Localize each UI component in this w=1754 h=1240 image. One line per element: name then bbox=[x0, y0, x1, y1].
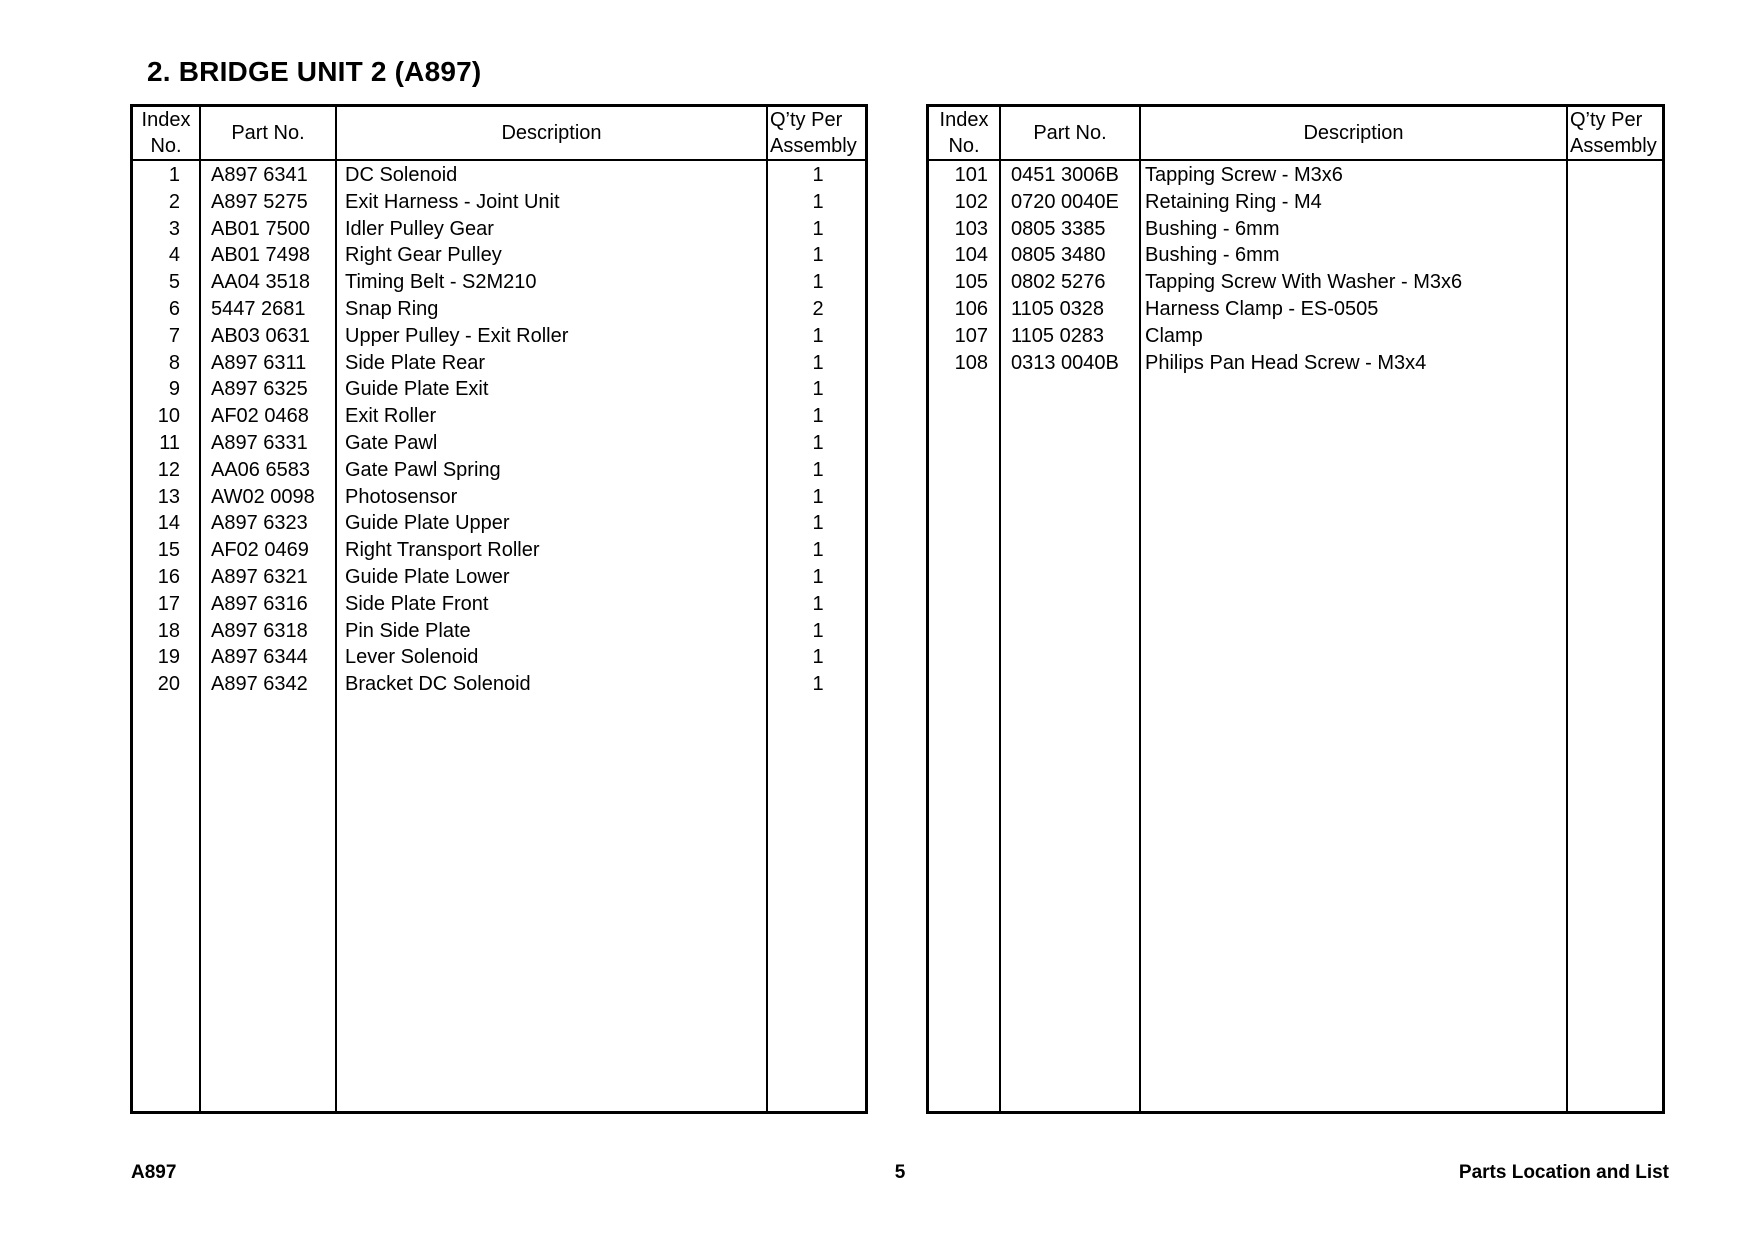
description-cell: Harness Clamp - ES-0505 bbox=[1145, 297, 1379, 320]
description-cell: Right Transport Roller bbox=[345, 539, 540, 562]
table-row bbox=[133, 457, 865, 484]
description-cell: Guide Plate Exit bbox=[345, 378, 489, 401]
index-cell: 15 bbox=[157, 539, 180, 562]
quantity-cell: 1 bbox=[812, 619, 824, 642]
description-cell: Gate Pawl bbox=[345, 431, 438, 454]
part-number-cell: AF02 0468 bbox=[211, 405, 309, 428]
table-row bbox=[929, 162, 1662, 189]
description-cell: Right Gear Pulley bbox=[345, 244, 502, 267]
description-cell: Exit Harness - Joint Unit bbox=[345, 190, 560, 213]
footer-section: Parts Location and List bbox=[1458, 1162, 1669, 1183]
part-number-cell: 0451 3006B bbox=[1011, 164, 1119, 186]
part-number-cell: 0720 0040E bbox=[1011, 190, 1119, 213]
quantity-cell: 2 bbox=[812, 297, 824, 320]
table-row bbox=[133, 644, 865, 671]
index-cell: 14 bbox=[157, 512, 180, 535]
table-row bbox=[929, 296, 1662, 323]
description-cell: Photosensor bbox=[345, 485, 458, 508]
table-row bbox=[133, 564, 865, 591]
part-number-cell: A897 6316 bbox=[211, 592, 308, 615]
part-number-cell: A897 6342 bbox=[211, 673, 308, 696]
index-cell: 20 bbox=[157, 673, 180, 696]
description-cell: Snap Ring bbox=[345, 297, 439, 320]
table-row bbox=[133, 242, 865, 269]
header-qty bbox=[770, 107, 870, 159]
header-description: Description bbox=[501, 122, 602, 144]
description-cell: Philips Pan Head Screw - M3x4 bbox=[1145, 351, 1427, 374]
index-cell: 13 bbox=[157, 485, 180, 508]
index-cell: 1 bbox=[168, 164, 180, 186]
description-cell: Tapping Screw - M3x6 bbox=[1145, 164, 1343, 186]
header-index-line2: No. bbox=[150, 135, 182, 157]
index-cell: 8 bbox=[168, 351, 180, 374]
table-row bbox=[133, 269, 865, 296]
index-cell: 103 bbox=[954, 217, 988, 240]
header-qty-line1: Q’ty Per bbox=[1570, 109, 1643, 131]
index-cell: 10 bbox=[157, 405, 180, 428]
table-row bbox=[929, 242, 1662, 269]
part-number-cell: 1105 0283 bbox=[1011, 324, 1105, 347]
footer-model: A897 bbox=[131, 1162, 177, 1183]
table-row bbox=[929, 350, 1662, 377]
parts-rows-right bbox=[929, 162, 1662, 376]
header-index bbox=[929, 107, 999, 159]
description-cell: Tapping Screw With Washer - M3x6 bbox=[1145, 271, 1463, 294]
table-row bbox=[133, 189, 865, 216]
header-part-no: Part No. bbox=[1033, 122, 1107, 144]
index-cell: 6 bbox=[168, 297, 180, 320]
description-cell: Pin Side Plate bbox=[345, 619, 471, 642]
index-cell: 4 bbox=[168, 244, 180, 267]
part-number-cell: AB01 7500 bbox=[211, 217, 310, 240]
part-number-cell: AF02 0469 bbox=[211, 539, 309, 562]
index-cell: 104 bbox=[954, 244, 988, 267]
description-cell: Timing Belt - S2M210 bbox=[345, 271, 537, 294]
table-row bbox=[133, 618, 865, 645]
index-cell: 108 bbox=[954, 351, 988, 374]
description-cell: Guide Plate Upper bbox=[345, 512, 510, 535]
index-cell: 105 bbox=[954, 271, 988, 294]
table-row bbox=[133, 591, 865, 618]
index-cell: 17 bbox=[157, 592, 180, 615]
header-qty-line1: Q’ty Per bbox=[770, 109, 843, 131]
part-number-cell: AW02 0098 bbox=[211, 485, 315, 508]
description-cell: Side Plate Front bbox=[345, 592, 489, 615]
index-cell: 106 bbox=[954, 297, 988, 320]
index-cell: 107 bbox=[954, 324, 988, 347]
part-number-cell: AB03 0631 bbox=[211, 324, 310, 347]
quantity-cell: 1 bbox=[812, 351, 824, 374]
description-cell: Side Plate Rear bbox=[345, 351, 486, 374]
table-row bbox=[133, 162, 865, 189]
index-cell: 101 bbox=[954, 164, 988, 186]
quantity-cell: 1 bbox=[812, 539, 824, 562]
quantity-cell: 1 bbox=[812, 592, 824, 615]
index-cell: 18 bbox=[157, 619, 180, 642]
header-index-line2: No. bbox=[948, 135, 980, 157]
description-cell: Lever Solenoid bbox=[345, 646, 479, 669]
quantity-cell: 1 bbox=[812, 217, 824, 240]
index-cell: 11 bbox=[159, 431, 180, 454]
parts-table-right bbox=[926, 104, 1665, 1114]
index-cell: 19 bbox=[157, 646, 180, 669]
description-cell: Gate Pawl Spring bbox=[345, 458, 501, 481]
index-cell: 3 bbox=[168, 217, 180, 240]
quantity-cell: 1 bbox=[812, 646, 824, 669]
description-cell: Upper Pulley - Exit Roller bbox=[345, 324, 569, 347]
header-divider bbox=[133, 159, 865, 161]
description-cell: Retaining Ring - M4 bbox=[1145, 190, 1322, 213]
index-cell: 5 bbox=[168, 271, 180, 294]
index-cell: 2 bbox=[168, 190, 180, 213]
table-row bbox=[133, 350, 865, 377]
index-cell: 9 bbox=[168, 378, 180, 401]
part-number-cell: 1105 0328 bbox=[1011, 297, 1105, 320]
part-number-cell: A897 6344 bbox=[211, 646, 308, 669]
quantity-cell: 1 bbox=[812, 512, 824, 535]
quantity-cell: 1 bbox=[812, 164, 824, 186]
table-row bbox=[133, 671, 865, 698]
description-cell: Exit Roller bbox=[345, 405, 437, 428]
parts-rows-left bbox=[133, 162, 865, 698]
description-cell: Bushing - 6mm bbox=[1145, 244, 1280, 267]
table-row bbox=[133, 430, 865, 457]
page-title: 2. BRIDGE UNIT 2 (A897) bbox=[147, 56, 482, 87]
quantity-cell: 1 bbox=[812, 565, 824, 588]
part-number-cell: 0802 5276 bbox=[1011, 271, 1106, 294]
part-number-cell: 0313 0040B bbox=[1011, 351, 1119, 374]
part-number-cell: A897 6311 bbox=[211, 351, 307, 374]
header-divider bbox=[929, 159, 1662, 161]
part-number-cell: A897 6325 bbox=[211, 378, 308, 401]
quantity-cell: 1 bbox=[812, 271, 824, 294]
quantity-cell: 1 bbox=[812, 458, 824, 481]
description-cell: Clamp bbox=[1145, 324, 1203, 347]
part-number-cell: AA04 3518 bbox=[211, 271, 310, 294]
header-qty-line2: Assembly bbox=[770, 135, 857, 157]
part-number-cell: A897 6331 bbox=[211, 431, 308, 454]
quantity-cell: 1 bbox=[812, 324, 824, 347]
index-cell: 7 bbox=[168, 324, 180, 347]
part-number-cell: 0805 3480 bbox=[1011, 244, 1106, 267]
table-row bbox=[929, 323, 1662, 350]
quantity-cell: 1 bbox=[812, 405, 824, 428]
header-index bbox=[133, 107, 199, 159]
part-number-cell: 0805 3385 bbox=[1011, 217, 1106, 240]
header-qty-line2: Assembly bbox=[1570, 135, 1657, 157]
table-row bbox=[133, 216, 865, 243]
table-row bbox=[929, 216, 1662, 243]
part-number-cell: 5447 2681 bbox=[211, 297, 306, 320]
part-number-cell: A897 6323 bbox=[211, 512, 308, 535]
footer-page-number: 5 bbox=[894, 1162, 906, 1183]
quantity-cell: 1 bbox=[812, 190, 824, 213]
description-cell: Bracket DC Solenoid bbox=[345, 673, 531, 696]
description-cell: Idler Pulley Gear bbox=[345, 217, 494, 240]
table-row bbox=[929, 269, 1662, 296]
header-qty bbox=[1570, 107, 1666, 159]
header-part-no: Part No. bbox=[231, 122, 305, 144]
table-row bbox=[133, 403, 865, 430]
quantity-cell: 1 bbox=[812, 431, 824, 454]
description-cell: Guide Plate Lower bbox=[345, 565, 510, 588]
header-index-line1: Index bbox=[939, 109, 989, 131]
table-row bbox=[133, 484, 865, 511]
part-number-cell: A897 5275 bbox=[211, 190, 308, 213]
parts-table-left bbox=[130, 104, 868, 1114]
table-row bbox=[133, 537, 865, 564]
part-number-cell: A897 6321 bbox=[211, 565, 308, 588]
description-cell: DC Solenoid bbox=[345, 164, 458, 186]
quantity-cell: 1 bbox=[812, 378, 824, 401]
table-row bbox=[133, 510, 865, 537]
description-cell: Bushing - 6mm bbox=[1145, 217, 1280, 240]
table-row bbox=[133, 323, 865, 350]
header-index-line1: Index bbox=[141, 109, 191, 131]
quantity-cell: 1 bbox=[812, 244, 824, 267]
part-number-cell: AA06 6583 bbox=[211, 458, 310, 481]
table-row bbox=[133, 376, 865, 403]
header-description: Description bbox=[1303, 122, 1404, 144]
part-number-cell: A897 6341 bbox=[211, 164, 308, 186]
quantity-cell: 1 bbox=[812, 485, 824, 508]
table-row bbox=[929, 189, 1662, 216]
quantity-cell: 1 bbox=[812, 673, 824, 696]
table-row bbox=[133, 296, 865, 323]
part-number-cell: AB01 7498 bbox=[211, 244, 310, 267]
index-cell: 12 bbox=[157, 458, 180, 481]
index-cell: 102 bbox=[954, 190, 988, 213]
part-number-cell: A897 6318 bbox=[211, 619, 308, 642]
index-cell: 16 bbox=[157, 565, 180, 588]
